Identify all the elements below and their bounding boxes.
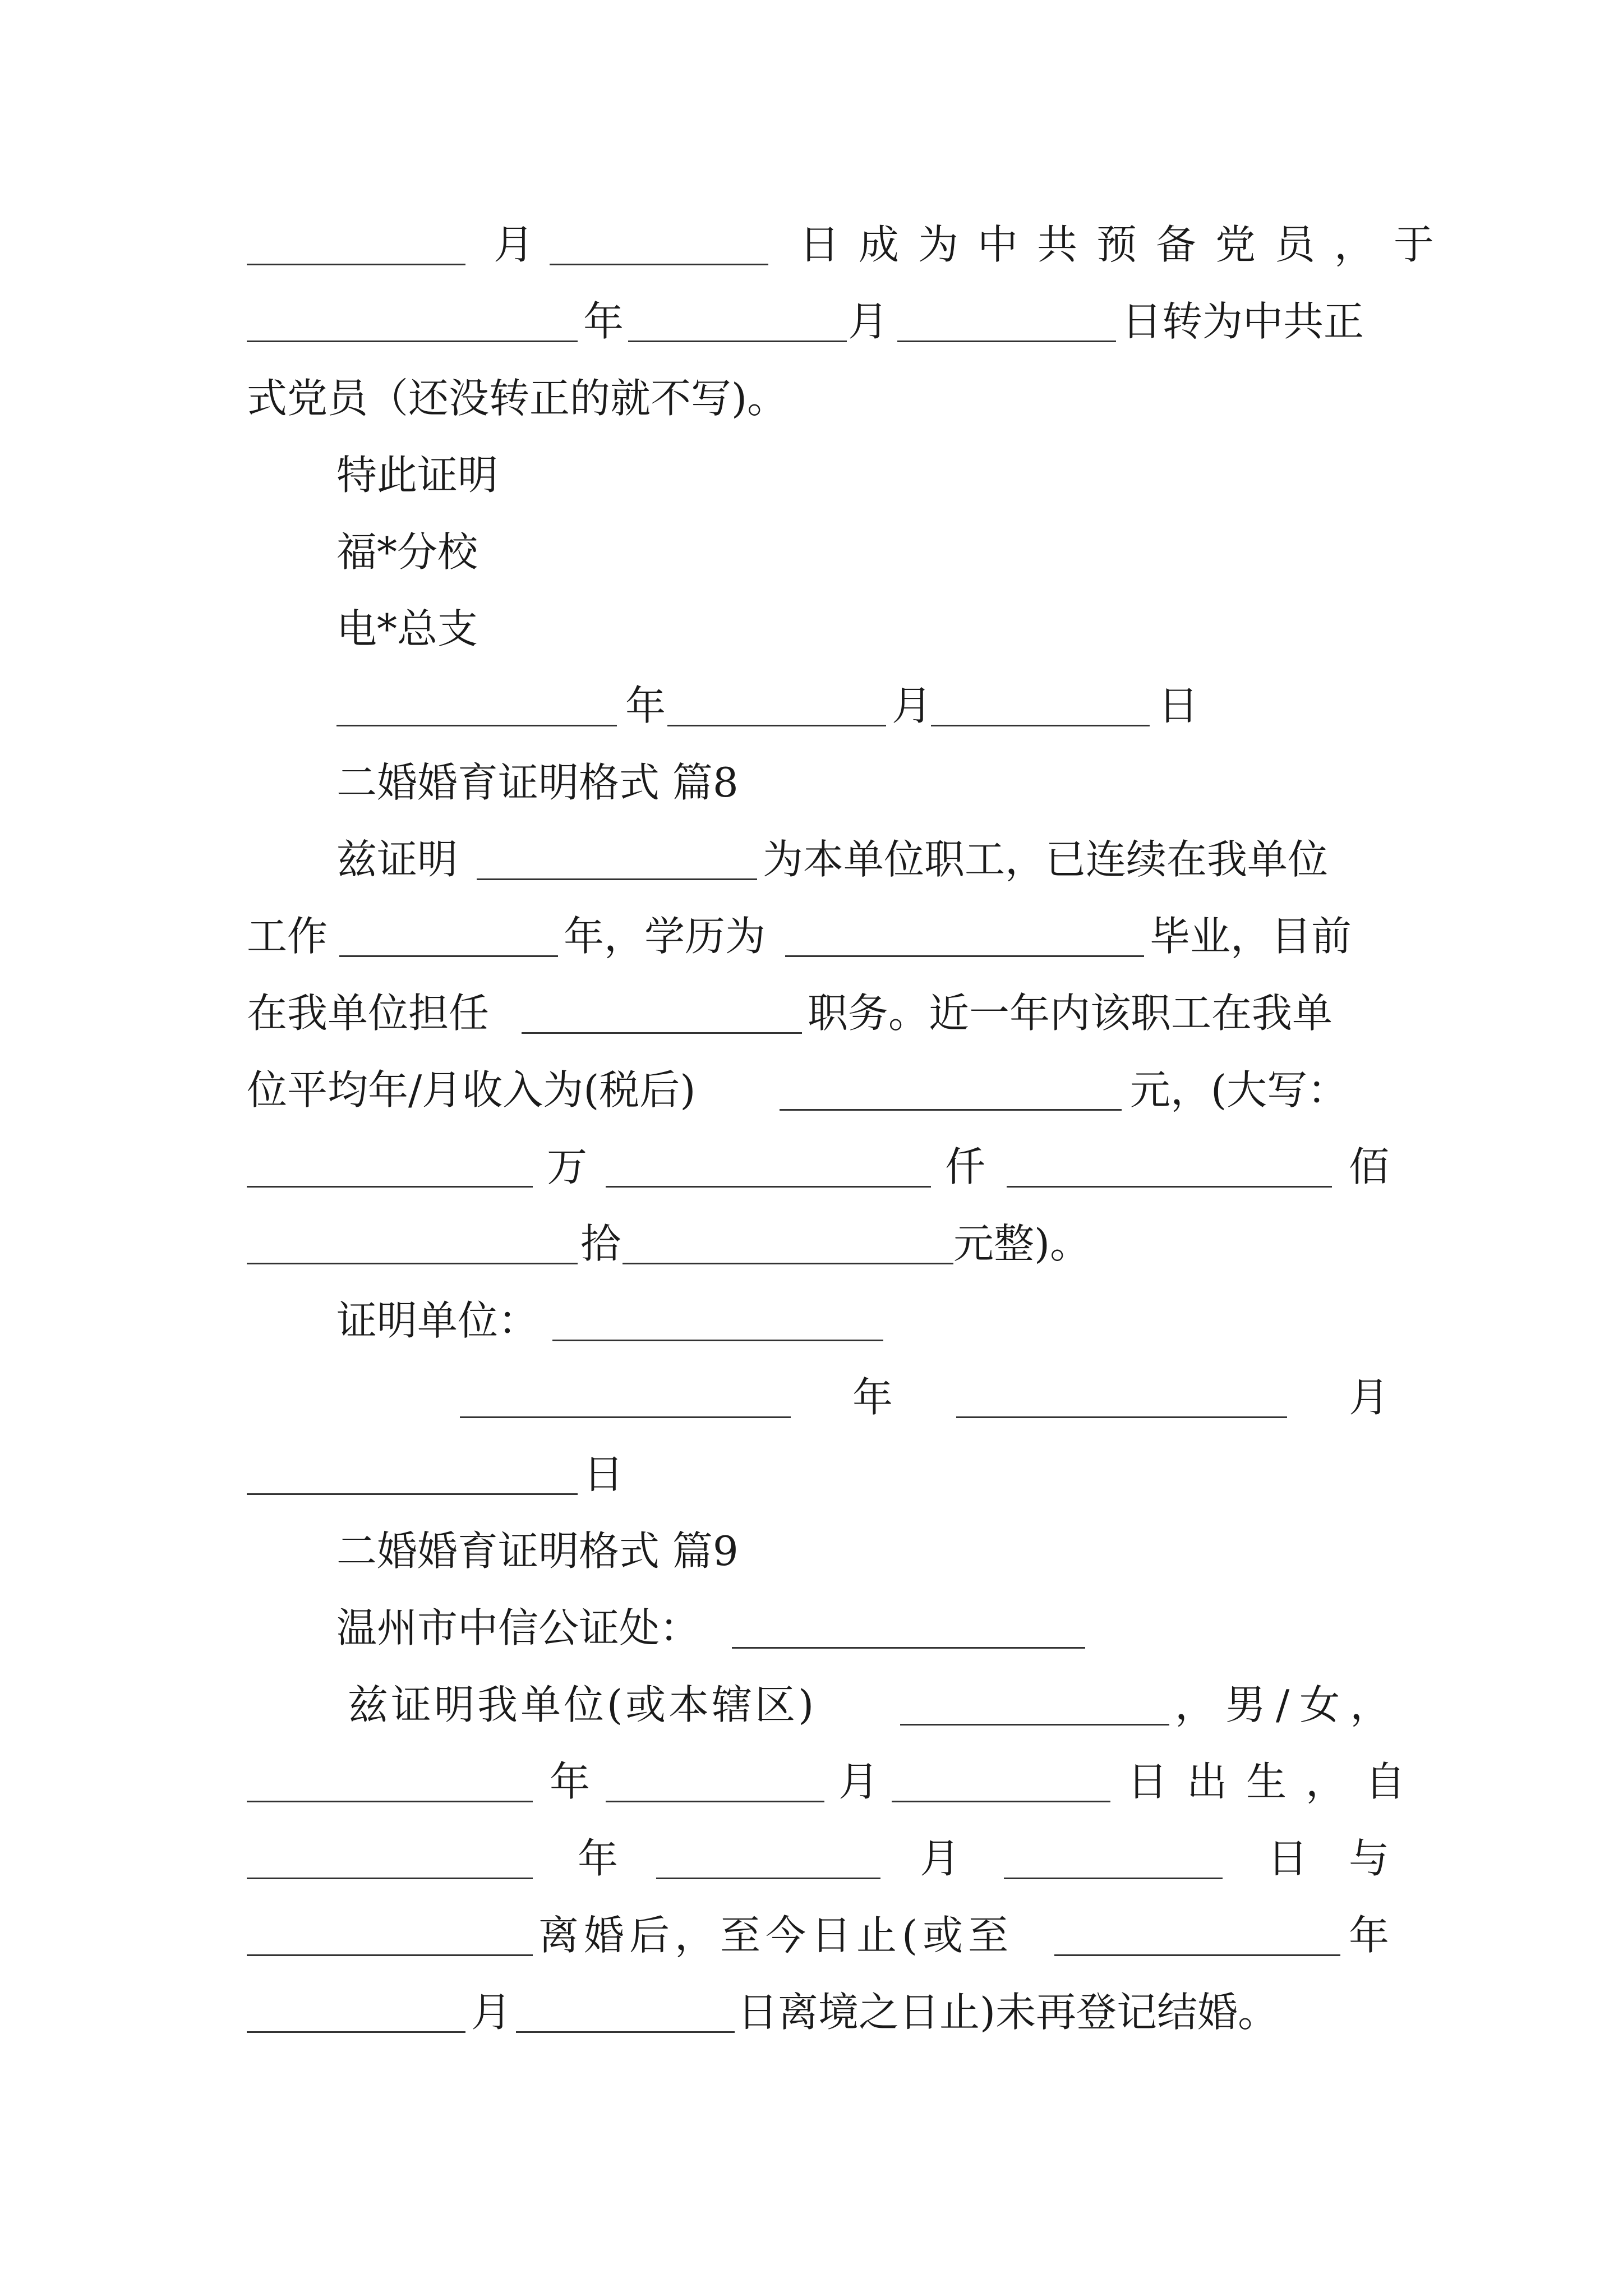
- text: 日: [1267, 1835, 1308, 1882]
- line-16: [0, 1355, 1623, 1439]
- fill-blank: [336, 725, 617, 726]
- text: 月: [848, 298, 889, 345]
- section-heading: 二婚婚育证明格式 篇9: [336, 1527, 739, 1575]
- line-14: [0, 1201, 1623, 1285]
- text: 年: [625, 682, 666, 729]
- text: 月: [892, 682, 933, 729]
- fill-blank: [931, 725, 1150, 726]
- fill-blank: [892, 1801, 1110, 1802]
- text: 日离境之日止)未再登记结婚。: [737, 1989, 1279, 2036]
- text: 与: [1349, 1835, 1390, 1882]
- line-19: [0, 1585, 1623, 1669]
- text: 工作: [247, 913, 328, 960]
- text: 拾: [580, 1220, 621, 1267]
- section-heading: 二婚婚育证明格式 篇8: [336, 759, 739, 806]
- text: 在我单位担任: [247, 990, 490, 1037]
- line-24: [0, 1970, 1623, 2054]
- text: 年: [852, 1374, 893, 1421]
- fill-blank: [780, 1109, 1122, 1111]
- text: 月: [1349, 1374, 1390, 1421]
- fill-blank: [550, 264, 768, 265]
- fill-blank: [785, 955, 1144, 957]
- text: 日出生，自: [1127, 1758, 1425, 1805]
- line-2: [0, 279, 1623, 363]
- line-1: [0, 202, 1623, 286]
- fill-blank: [1054, 1954, 1340, 1956]
- fill-blank: [247, 1493, 578, 1495]
- fill-blank: [732, 1647, 1085, 1649]
- text: 证明单位：: [336, 1297, 539, 1344]
- fill-blank: [606, 1801, 824, 1802]
- line-13: [0, 1124, 1623, 1208]
- text: 仟: [945, 1143, 986, 1190]
- line-12: [0, 1047, 1623, 1131]
- fill-blank: [1007, 1186, 1332, 1188]
- text: 万: [547, 1143, 588, 1190]
- line-17: [0, 1432, 1623, 1516]
- fill-blank: [552, 1340, 883, 1341]
- line-18: [0, 1508, 1623, 1593]
- line-6: [0, 586, 1623, 670]
- text: 位平均年/月收入为(税后): [247, 1066, 696, 1114]
- fill-blank: [900, 1724, 1169, 1726]
- fill-blank: [247, 264, 465, 265]
- text: 月: [838, 1758, 879, 1805]
- text: 福*分校: [336, 528, 478, 576]
- text: 兹证明我单位(或本辖区): [348, 1681, 817, 1728]
- text: 元整)。: [953, 1220, 1091, 1267]
- text: 温州市中信公证处：: [336, 1604, 700, 1651]
- line-11: [0, 970, 1623, 1055]
- fill-blank: [247, 1878, 533, 1879]
- text: 佰: [1349, 1143, 1390, 1190]
- text: 年，学历为: [564, 913, 766, 960]
- text: 毕业，目前: [1150, 913, 1352, 960]
- line-3: [0, 356, 1623, 440]
- text: 日: [1158, 682, 1199, 729]
- fill-blank: [247, 1263, 578, 1264]
- text: 年: [583, 298, 624, 345]
- text: 特此证明: [336, 452, 499, 499]
- fill-blank: [247, 1954, 533, 1956]
- fill-blank: [247, 2031, 465, 2033]
- fill-blank: [628, 341, 847, 342]
- fill-blank: [1004, 1878, 1223, 1879]
- fill-blank: [247, 341, 578, 342]
- line-23: [0, 1893, 1623, 1977]
- fill-blank: [623, 1263, 953, 1264]
- line-5: [0, 509, 1623, 593]
- line-9: [0, 817, 1623, 901]
- text: ，男/女，: [1175, 1681, 1401, 1728]
- text: 离婚后，至今日止(或至: [538, 1912, 1014, 1959]
- line-10: [0, 894, 1623, 978]
- text: 为本单位职工，已连续在我单位: [763, 836, 1329, 883]
- fill-blank: [460, 1416, 791, 1418]
- fill-blank: [667, 725, 886, 726]
- fill-blank: [339, 955, 558, 957]
- line-22: [0, 1816, 1623, 1900]
- text: 月: [920, 1835, 961, 1882]
- line-21: [0, 1739, 1623, 1823]
- text: 日成为中共预备党员，于: [799, 221, 1454, 268]
- text: 年: [550, 1758, 591, 1805]
- text: 职务。近一年内该职工在我单: [808, 990, 1333, 1037]
- fill-blank: [897, 341, 1116, 342]
- text: 月: [471, 1989, 512, 2036]
- text: 日转为中共正: [1122, 298, 1364, 345]
- line-8: [0, 740, 1623, 824]
- fill-blank: [247, 1801, 533, 1802]
- fill-blank: [516, 2031, 735, 2033]
- text: 兹证明: [336, 836, 458, 883]
- line-7: [0, 663, 1623, 747]
- text: 元，(大写：: [1130, 1066, 1348, 1114]
- text: 月: [494, 221, 534, 268]
- text: 年: [578, 1835, 619, 1882]
- fill-blank: [956, 1416, 1287, 1418]
- line-4: [0, 432, 1623, 517]
- text: 年: [1349, 1912, 1390, 1959]
- line-15: [0, 1278, 1623, 1362]
- text: 电*总支: [336, 605, 478, 652]
- text: 式党员（还没转正的就不写)。: [247, 375, 788, 422]
- fill-blank: [522, 1032, 802, 1034]
- line-20: [0, 1662, 1623, 1746]
- fill-blank: [656, 1878, 880, 1879]
- fill-blank: [477, 878, 757, 880]
- fill-blank: [606, 1186, 931, 1188]
- fill-blank: [247, 1186, 533, 1188]
- text: 日: [583, 1451, 624, 1498]
